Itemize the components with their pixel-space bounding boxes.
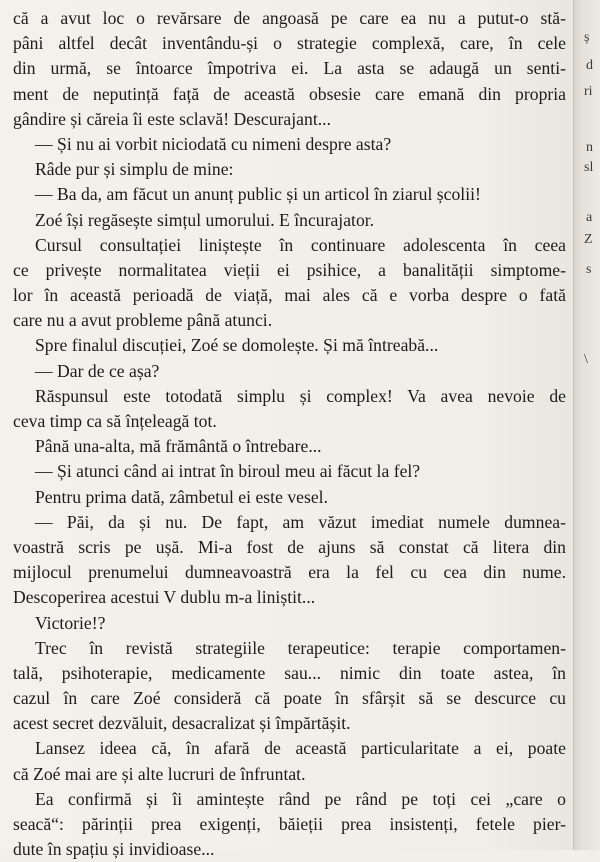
text-line: care nu a avut probleme până atunci. [13,310,273,331]
text-line: — Și atunci când ai intrat în biroul meu ai făcut la fel? [35,461,421,482]
text-line: Lansez ideea că, în afară de această particularitate a ei, poate [35,738,566,759]
text-line: cazul în care Zoé consideră că poate în sfârșit să se descurce cu [13,688,566,709]
facing-page-glyph: \ [584,352,588,367]
facing-page-glyph: d [586,58,593,73]
facing-page-glyph: ri [584,84,593,99]
text-line: seacă“: părinții prea exigenți, băieții prea insistenți, fetele pier- [13,814,566,834]
facing-page-glyph: sl [584,160,594,175]
facing-page-glyph: Z [584,232,593,247]
text-line: ment de neputință față de această obsesie care emană din propria [13,83,566,104]
text-line: Pentru prima dată, zâmbetul ei este vesel. [35,486,328,507]
facing-page-glyph: ș [584,30,590,45]
text-line: Zoé își regăsește simțul umorului. E încurajator. [35,209,375,230]
text-line: ceva timp ca să înțeleagă tot. [13,411,217,431]
facing-page-edge [573,0,600,850]
text-line: lor în această perioadă de viață, mai ales că e vorba despre o fată [13,285,566,306]
text-line: pâni altfel decât inventându-și o strategie complexă, care, în cele [13,33,566,54]
text-line: Trec în revistă strategiile terapeutice: terapie comportamen- [35,637,566,658]
body-text [13,6,566,862]
text-line: că Zoé mai are și alte lucruri de înfruntat. [13,763,306,784]
facing-page-glyph: s [586,262,592,277]
text-line: gândire și căreia îi este sclavă! Descurajant... [13,108,331,129]
facing-page-glyph: a [586,210,593,225]
text-line: Descoperirea acestui V dublu m-a liniștit... [13,587,316,608]
text-line: din urmă, se întoarce împotriva ei. La asta se adaugă un senti- [13,58,566,79]
text-line: — Și nu ai vorbit niciodată cu nimeni despre asta? [35,133,392,154]
text-line: — Ba da, am făcut un anunț public și un articol în ziarul școlii! [35,184,481,205]
text-line: — Dar de ce așa? [35,360,160,381]
text-line: Până una-alta, mă frământă o întrebare... [35,436,322,457]
text-line: Răspunsul este totodată simplu și complex! Va avea nevoie de [35,385,566,406]
facing-page-glyph: n [586,140,593,155]
text-line: Spre finalul discuției, Zoé se domolește. Și mă întreabă... [35,335,439,356]
text-line: Cursul consultației liniștește în continuare adolescenta în ceea [35,234,566,255]
text-line: tală, psihoterapie, medicamente sau... nimic din toate astea, în [13,662,566,683]
text-line: ce privește normalitatea vieții ei psihice, a banalității simptome- [13,259,566,280]
text-line: Râde pur și simplu de mine: [35,159,234,180]
text-line: dute în spațiu și invidioase... [13,839,215,860]
text-line: — Păi, da și nu. De fapt, am văzut imediat numele dumnea- [35,511,566,532]
text-line: acest secret dezvăluit, desacralizat și împărtășit. [13,713,351,734]
text-line: Victorie!? [35,612,106,633]
text-line: că a avut loc o revărsare de angoasă pe care ea nu a putut-o stă- [13,8,566,28]
text-line: mijlocul prenumelui dumneavoastră era la fel cu cea din nume. [13,562,566,583]
text-line: voastră scris pe ușă. Mi-a fost de ajuns să constat că litera din [13,536,566,557]
text-line: Ea confirmă și îi amintește rând pe rând pe toți cei „care o [35,788,566,809]
